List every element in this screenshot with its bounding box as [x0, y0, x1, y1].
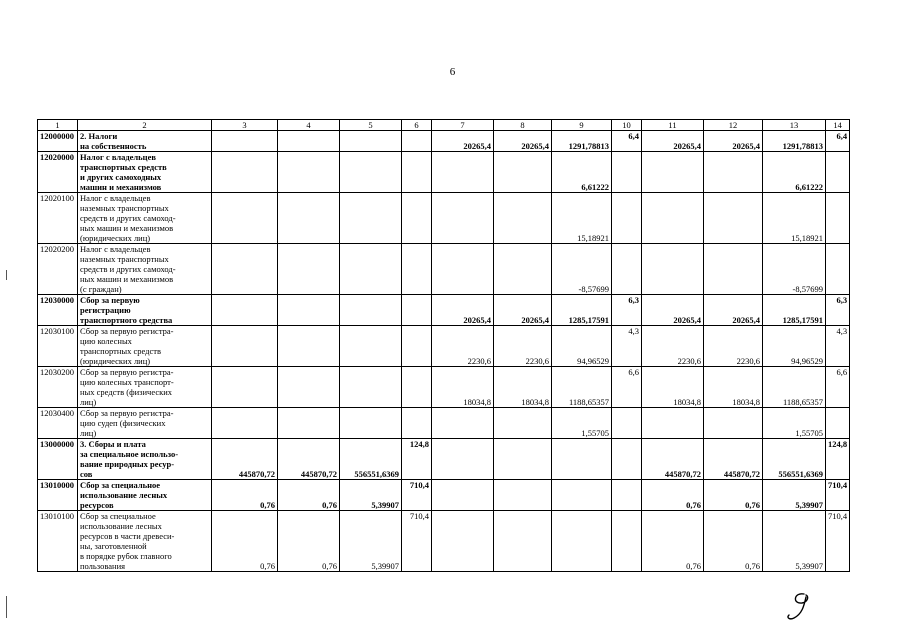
- value-cell-c4: [278, 244, 340, 295]
- budget-code-cell: 12020000: [38, 152, 78, 193]
- budget-code-cell: 13000000: [38, 439, 78, 480]
- table-row: [38, 408, 850, 439]
- value-cell-c13: 1,55705: [763, 408, 826, 439]
- item-name-cell: 3. Сборы и плата за специальное использо- вание природных ресур- сов: [78, 439, 212, 480]
- value-cell-c8: [494, 480, 552, 511]
- table-row: [38, 131, 850, 152]
- header-cell: 4: [278, 120, 340, 131]
- value-cell-c6: [402, 152, 432, 193]
- value-cell-c6: [402, 244, 432, 295]
- header-cell: 1: [38, 120, 78, 131]
- value-cell-c4: 0,76: [278, 511, 340, 572]
- value-cell-c3: [212, 295, 278, 326]
- value-cell-c5: [340, 295, 402, 326]
- value-cell-c14: 710,4: [826, 511, 850, 572]
- budget-code-cell: 12020100: [38, 193, 78, 244]
- header-cell: 7: [432, 120, 494, 131]
- value-cell-c13: 1188,65357: [763, 367, 826, 408]
- value-cell-c14: 4,3: [826, 326, 850, 367]
- value-cell-c12: 2230,6: [704, 326, 763, 367]
- value-cell-c7: [432, 511, 494, 572]
- value-cell-c6: [402, 408, 432, 439]
- table-body: [38, 120, 850, 572]
- value-cell-c11: [642, 408, 704, 439]
- value-cell-c10: [612, 511, 642, 572]
- value-cell-c12: 18034,8: [704, 367, 763, 408]
- header-cell: 2: [78, 120, 212, 131]
- value-cell-c7: 20265,4: [432, 131, 494, 152]
- value-cell-c8: 20265,4: [494, 131, 552, 152]
- table-row: [38, 367, 850, 408]
- value-cell-c14: 6,4: [826, 131, 850, 152]
- header-cell: 14: [826, 120, 850, 131]
- item-name-cell: Сбор за специальное использование лесных ресурсов в части древеси- ны, заготовленной в порядке рубок главного пользования: [78, 511, 212, 572]
- header-cell: 5: [340, 120, 402, 131]
- value-cell-c11: 20265,4: [642, 295, 704, 326]
- value-cell-c5: [340, 131, 402, 152]
- value-cell-c11: [642, 244, 704, 295]
- header-cell: 13: [763, 120, 826, 131]
- value-cell-c7: [432, 244, 494, 295]
- table-row: [38, 439, 850, 480]
- header-cell: 3: [212, 120, 278, 131]
- value-cell-c11: 20265,4: [642, 131, 704, 152]
- header-cell: 6: [402, 120, 432, 131]
- budget-code-cell: 13010000: [38, 480, 78, 511]
- value-cell-c13: 1285,17591: [763, 295, 826, 326]
- value-cell-c3: [212, 326, 278, 367]
- value-cell-c4: [278, 131, 340, 152]
- value-cell-c9: 1188,65357: [552, 367, 612, 408]
- value-cell-c14: 6,3: [826, 295, 850, 326]
- value-cell-c11: 0,76: [642, 480, 704, 511]
- value-cell-c7: [432, 480, 494, 511]
- value-cell-c6: [402, 326, 432, 367]
- budget-code-cell: 12030400: [38, 408, 78, 439]
- table-row: [38, 480, 850, 511]
- value-cell-c11: 0,76: [642, 511, 704, 572]
- header-cell: 8: [494, 120, 552, 131]
- value-cell-c9: 15,18921: [552, 193, 612, 244]
- value-cell-c10: [612, 152, 642, 193]
- table-row: [38, 295, 850, 326]
- value-cell-c13: 94,96529: [763, 326, 826, 367]
- value-cell-c13: 6,61222: [763, 152, 826, 193]
- header-row: [38, 120, 850, 131]
- value-cell-c4: 445870,72: [278, 439, 340, 480]
- value-cell-c9: -8,57699: [552, 244, 612, 295]
- header-cell: 9: [552, 120, 612, 131]
- value-cell-c5: 556551,6369: [340, 439, 402, 480]
- value-cell-c7: 20265,4: [432, 295, 494, 326]
- table-row: [38, 193, 850, 244]
- value-cell-c12: 0,76: [704, 480, 763, 511]
- value-cell-c10: [612, 244, 642, 295]
- value-cell-c3: [212, 131, 278, 152]
- table-row: [38, 326, 850, 367]
- value-cell-c5: [340, 152, 402, 193]
- value-cell-c10: 6,3: [612, 295, 642, 326]
- value-cell-c4: 0,76: [278, 480, 340, 511]
- value-cell-c5: [340, 326, 402, 367]
- value-cell-c13: 556551,6369: [763, 439, 826, 480]
- value-cell-c12: [704, 193, 763, 244]
- value-cell-c4: [278, 193, 340, 244]
- value-cell-c5: [340, 367, 402, 408]
- value-cell-c9: [552, 439, 612, 480]
- value-cell-c6: [402, 131, 432, 152]
- budget-code-cell: 12000000: [38, 131, 78, 152]
- margin-mark: [6, 596, 7, 618]
- value-cell-c10: 6,4: [612, 131, 642, 152]
- value-cell-c7: 2230,6: [432, 326, 494, 367]
- value-cell-c6: [402, 193, 432, 244]
- value-cell-c11: [642, 193, 704, 244]
- value-cell-c14: 124,8: [826, 439, 850, 480]
- value-cell-c3: [212, 244, 278, 295]
- value-cell-c8: 2230,6: [494, 326, 552, 367]
- table-row: [38, 152, 850, 193]
- value-cell-c13: 5,39907: [763, 511, 826, 572]
- value-cell-c11: 18034,8: [642, 367, 704, 408]
- value-cell-c3: 0,76: [212, 511, 278, 572]
- value-cell-c3: 0,76: [212, 480, 278, 511]
- value-cell-c10: [612, 480, 642, 511]
- item-name-cell: Сбор за первую регистра- цию колесных транспорт- ных средств (физических лиц): [78, 367, 212, 408]
- value-cell-c4: [278, 152, 340, 193]
- value-cell-c13: 1291,78813: [763, 131, 826, 152]
- value-cell-c3: [212, 193, 278, 244]
- value-cell-c11: [642, 152, 704, 193]
- value-cell-c14: 710,4: [826, 480, 850, 511]
- value-cell-c10: [612, 193, 642, 244]
- table-row: [38, 511, 850, 572]
- value-cell-c5: 5,39907: [340, 511, 402, 572]
- budget-table: [37, 119, 850, 572]
- budget-code-cell: 12030200: [38, 367, 78, 408]
- value-cell-c9: 1291,78813: [552, 131, 612, 152]
- value-cell-c7: [432, 152, 494, 193]
- value-cell-c9: [552, 511, 612, 572]
- value-cell-c8: [494, 193, 552, 244]
- value-cell-c8: [494, 439, 552, 480]
- value-cell-c14: [826, 152, 850, 193]
- value-cell-c4: [278, 295, 340, 326]
- value-cell-c9: 1,55705: [552, 408, 612, 439]
- value-cell-c3: [212, 408, 278, 439]
- value-cell-c4: [278, 326, 340, 367]
- value-cell-c9: 1285,17591: [552, 295, 612, 326]
- value-cell-c7: [432, 439, 494, 480]
- value-cell-c13: 5,39907: [763, 480, 826, 511]
- item-name-cell: Сбор за первую регистра- цию судеп (физических лиц): [78, 408, 212, 439]
- value-cell-c5: [340, 408, 402, 439]
- item-name-cell: Налог с владельцев наземных транспортных средств и других самоход- ных машин и механизмов (с граждан): [78, 244, 212, 295]
- value-cell-c9: 94,96529: [552, 326, 612, 367]
- value-cell-c8: [494, 244, 552, 295]
- value-cell-c10: [612, 439, 642, 480]
- value-cell-c7: [432, 193, 494, 244]
- value-cell-c7: [432, 408, 494, 439]
- budget-code-cell: 13010100: [38, 511, 78, 572]
- page-number: 6: [449, 66, 456, 78]
- value-cell-c10: 4,3: [612, 326, 642, 367]
- budget-code-cell: 12020200: [38, 244, 78, 295]
- item-name-cell: 2. Налоги на собственность: [78, 131, 212, 152]
- value-cell-c9: 6,61222: [552, 152, 612, 193]
- value-cell-c8: 20265,4: [494, 295, 552, 326]
- value-cell-c14: [826, 193, 850, 244]
- value-cell-c13: 15,18921: [763, 193, 826, 244]
- value-cell-c3: 445870,72: [212, 439, 278, 480]
- budget-code-cell: 12030100: [38, 326, 78, 367]
- value-cell-c3: [212, 367, 278, 408]
- value-cell-c5: [340, 244, 402, 295]
- margin-mark: [6, 270, 7, 280]
- value-cell-c5: 5,39907: [340, 480, 402, 511]
- value-cell-c12: 0,76: [704, 511, 763, 572]
- item-name-cell: Налог с владельцев транспортных средств и других самоходных машин и механизмов: [78, 152, 212, 193]
- value-cell-c14: 6,6: [826, 367, 850, 408]
- value-cell-c12: [704, 408, 763, 439]
- item-name-cell: Налог с владельцев наземных транспортных средств и других самоход- ных машин и механизмов (юридических лиц): [78, 193, 212, 244]
- value-cell-c5: [340, 193, 402, 244]
- value-cell-c12: 445870,72: [704, 439, 763, 480]
- value-cell-c11: 2230,6: [642, 326, 704, 367]
- value-cell-c4: [278, 367, 340, 408]
- value-cell-c3: [212, 152, 278, 193]
- item-name-cell: Сбор за первую регистра- цию колесных транспортных средств (юридических лиц): [78, 326, 212, 367]
- value-cell-c4: [278, 408, 340, 439]
- budget-code-cell: 12030000: [38, 295, 78, 326]
- value-cell-c6: [402, 295, 432, 326]
- value-cell-c13: -8,57699: [763, 244, 826, 295]
- value-cell-c12: [704, 244, 763, 295]
- value-cell-c8: [494, 408, 552, 439]
- signature-mark: [780, 588, 820, 624]
- value-cell-c10: [612, 408, 642, 439]
- value-cell-c12: 20265,4: [704, 131, 763, 152]
- value-cell-c8: 18034,8: [494, 367, 552, 408]
- value-cell-c6: 124,8: [402, 439, 432, 480]
- header-cell: 10: [612, 120, 642, 131]
- value-cell-c12: [704, 152, 763, 193]
- header-cell: 12: [704, 120, 763, 131]
- value-cell-c8: [494, 511, 552, 572]
- header-cell: 11: [642, 120, 704, 131]
- item-name-cell: Сбор за специальное использование лесных ресурсов: [78, 480, 212, 511]
- value-cell-c9: [552, 480, 612, 511]
- value-cell-c8: [494, 152, 552, 193]
- value-cell-c14: [826, 244, 850, 295]
- value-cell-c10: 6,6: [612, 367, 642, 408]
- value-cell-c12: 20265,4: [704, 295, 763, 326]
- value-cell-c11: 445870,72: [642, 439, 704, 480]
- table-row: [38, 244, 850, 295]
- value-cell-c6: 710,4: [402, 480, 432, 511]
- value-cell-c14: [826, 408, 850, 439]
- value-cell-c7: 18034,8: [432, 367, 494, 408]
- value-cell-c6: 710,4: [402, 511, 432, 572]
- value-cell-c6: [402, 367, 432, 408]
- item-name-cell: Сбор за первую регистрацию транспортного средства: [78, 295, 212, 326]
